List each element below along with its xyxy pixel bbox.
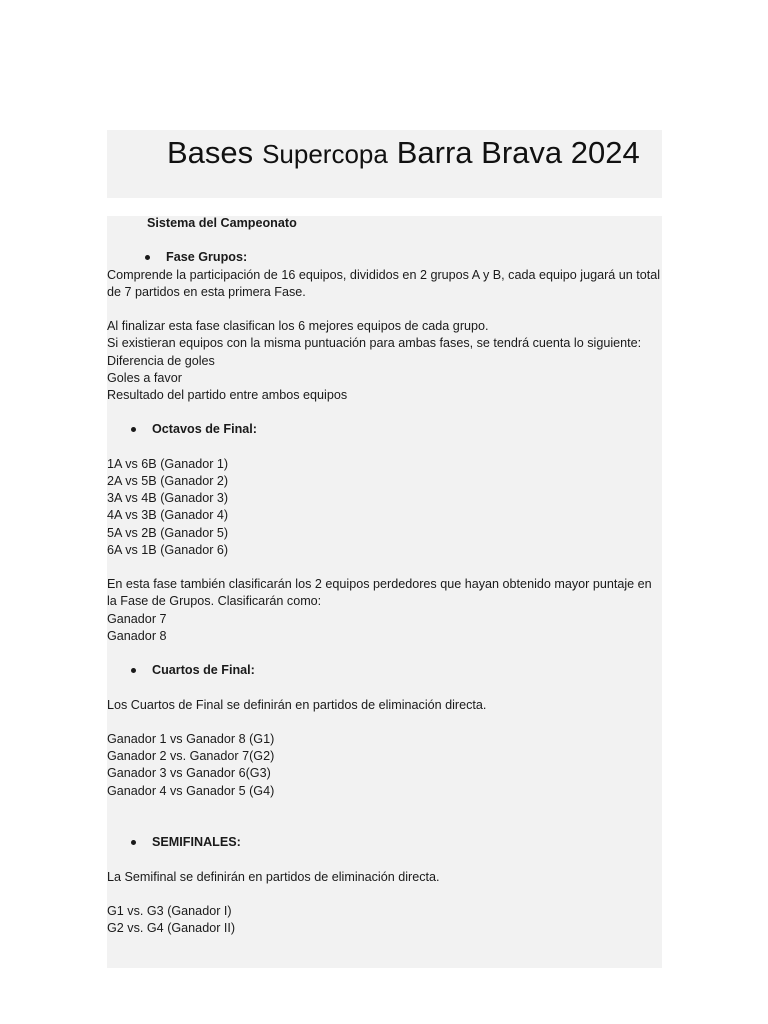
title-word-supercopa: Supercopa [262,139,388,169]
document-title [167,132,640,174]
paragraph-line: de 7 partidos en esta primera Fase. [107,284,306,299]
match-line: Ganador 4 vs Ganador 5 (G4) [107,783,275,798]
tiebreak-criterion: Goles a favor [107,370,182,385]
paragraph-line: La Semifinal se definirán en partidos de eliminación directa. [107,869,440,884]
section-heading-fase-grupos [107,249,662,266]
match-line: Ganador 1 vs Ganador 8 (G1) [107,731,275,746]
title-word-barra-brava: Barra Brava 2024 [396,135,640,170]
system-heading: Sistema del Campeonato [147,216,297,230]
bullet-icon [145,255,150,260]
heading-text: SEMIFINALES: [152,835,241,850]
content-box [107,216,662,968]
paragraph-line: En esta fase también clasificarán los 2 equipos perdedores que hayan obtenido mayor puntaje en [107,577,652,592]
tiebreak-criterion: Diferencia de goles [107,353,215,368]
heading-text: Cuartos de Final: [152,663,255,678]
bullet-icon [131,668,136,673]
section-heading-cuartos [107,662,662,679]
match-line: 5A vs 2B (Ganador 5) [107,525,229,540]
bullet-icon [131,840,136,845]
match-line: 4A vs 3B (Ganador 4) [107,508,229,523]
tiebreak-criterion: Resultado del partido entre ambos equipos [107,388,348,402]
match-line: Ganador 3 vs Ganador 6(G3) [107,766,271,781]
match-line: 1A vs 6B (Ganador 1) [107,456,229,471]
title-box [107,130,662,198]
match-line: G2 vs. G4 (Ganador II) [107,921,236,936]
paragraph-line: Los Cuartos de Final se definirán en partidos de eliminación directa. [107,697,487,712]
match-line: G1 vs. G3 (Ganador I) [107,903,232,918]
match-line: 2A vs 5B (Ganador 2) [107,473,229,488]
document-body [107,216,662,937]
qualifier-line: Ganador 7 [107,611,167,626]
paragraph-line: la Fase de Grupos. Clasificarán como: [107,594,322,609]
match-line: Ganador 2 vs. Ganador 7(G2) [107,749,275,764]
paragraph-line: Comprende la participación de 16 equipos, divididos en 2 grupos A y B, cada equipo jugará un total [107,267,661,282]
paragraph-line: Si existieran equipos con la misma puntuación para ambas fases, se tendrá cuenta lo siguiente: [107,336,642,351]
title-word-bases: Bases [167,135,254,170]
match-line: 3A vs 4B (Ganador 3) [107,491,229,506]
section-heading-semifinales [107,834,662,851]
heading-text: Fase Grupos: [166,250,248,265]
paragraph-line: Al finalizar esta fase clasifican los 6 mejores equipos de cada grupo. [107,319,489,334]
match-line: 6A vs 1B (Ganador 6) [107,542,229,557]
heading-text: Octavos de Final: [152,422,257,437]
qualifier-line: Ganador 8 [107,628,167,643]
bullet-icon [131,427,136,432]
section-heading-octavos [107,421,662,438]
